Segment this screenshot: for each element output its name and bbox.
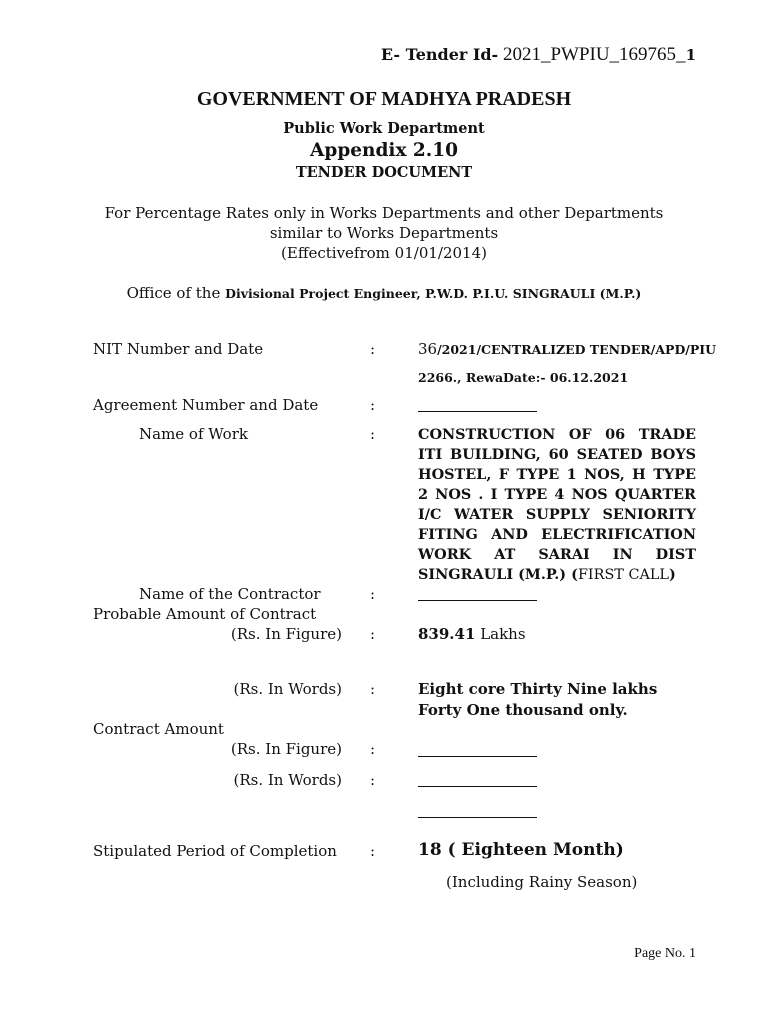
probable-figure-number: 839.41	[418, 625, 476, 643]
department-title: Public Work Department	[283, 120, 485, 137]
period-value: 18 ( Eighteen Month)	[418, 840, 624, 860]
probable-words-colon: :	[370, 680, 376, 698]
period-note: (Including Rainy Season)	[446, 873, 638, 891]
probable-figure-unit: Lakhs	[475, 625, 526, 643]
contract-words-colon: :	[370, 771, 376, 789]
probable-figure-colon: :	[370, 625, 376, 643]
work-value	[418, 425, 696, 585]
page-number: Page No. 1	[634, 946, 696, 961]
tender-id-label: E- Tender Id-	[380, 45, 499, 64]
percentage-line-1: For Percentage Rates only in Works Departments and other Departments	[104, 204, 664, 222]
agreement-colon: :	[370, 396, 376, 414]
contract-amount-label: Contract Amount	[93, 720, 224, 738]
probable-words-line-2: Forty One thousand only.	[418, 701, 628, 719]
tender-id-suffix: 1	[685, 46, 696, 64]
contract-figure-colon: :	[370, 740, 376, 758]
agreement-label: Agreement Number and Date	[93, 396, 319, 414]
probable-words-line-1: Eight core Thirty Nine lakhs	[418, 680, 658, 698]
contract-figure-blank-line	[418, 756, 537, 757]
work-label: Name of Work	[139, 425, 248, 443]
appendix-title: Appendix 2.10	[310, 140, 458, 161]
work-value-call: FIRST CALL	[577, 567, 669, 583]
nit-date-text: 2266., RewaDate:- 06.12.2021	[418, 370, 629, 385]
contractor-blank-line	[418, 600, 537, 601]
percentage-rates-note	[0, 203, 768, 263]
office-line	[0, 284, 768, 302]
effective-date: (Effectivefrom 01/01/2014)	[281, 244, 487, 262]
probable-figure-value	[418, 625, 526, 643]
percentage-line-2: similar to Works Departments	[269, 224, 499, 242]
probable-amount-label: Probable Amount of Contract	[93, 605, 317, 623]
period-colon: :	[370, 842, 376, 860]
contract-words-label: (Rs. In Words)	[233, 771, 342, 789]
agreement-blank-line	[418, 411, 537, 412]
probable-figure-label: (Rs. In Figure)	[230, 625, 342, 643]
contract-figure-label: (Rs. In Figure)	[230, 740, 342, 758]
document-type: TENDER DOCUMENT	[295, 164, 473, 181]
contract-words-blank-line-1	[418, 786, 537, 787]
work-value-end: )	[669, 566, 676, 583]
nit-colon: :	[370, 340, 376, 358]
probable-words-label: (Rs. In Words)	[233, 680, 342, 698]
nit-reference: /2021/CENTRALIZED TENDER/APD/PIU	[437, 342, 717, 357]
government-title: GOVERNMENT OF MADHYA PRADESH	[196, 88, 572, 110]
contractor-colon: :	[370, 585, 376, 603]
office-name: Divisional Project Engineer, P.W.D. P.I.U. SINGRAULI (M.P.)	[225, 286, 642, 301]
office-prefix: Office of the	[126, 284, 226, 302]
nit-label: NIT Number and Date	[93, 340, 264, 358]
contractor-label: Name of the Contractor	[139, 585, 321, 603]
tender-id-value: 2021_PWPIU_169765_	[498, 44, 686, 65]
nit-date	[418, 368, 628, 386]
work-value-main: CONSTRUCTION OF 06 TRADE ITI BUILDING, 60 SEATED BOYS HOSTEL, F TYPE 1 NOS, H TYPE 2 NOS . I TYPE 4 NOS QUARTER I/C WATER SUPPLY SENIORITY FITING AND ELECTRIFICATION WORK AT SARAI IN DIST SINGRAULI (M.P.) (	[418, 426, 696, 583]
work-colon: :	[370, 425, 376, 443]
nit-number: 36	[418, 340, 438, 358]
contract-words-blank-line-2	[418, 817, 537, 818]
tender-id	[381, 44, 696, 66]
nit-value	[418, 340, 716, 358]
period-label: Stipulated Period of Completion	[93, 842, 337, 860]
